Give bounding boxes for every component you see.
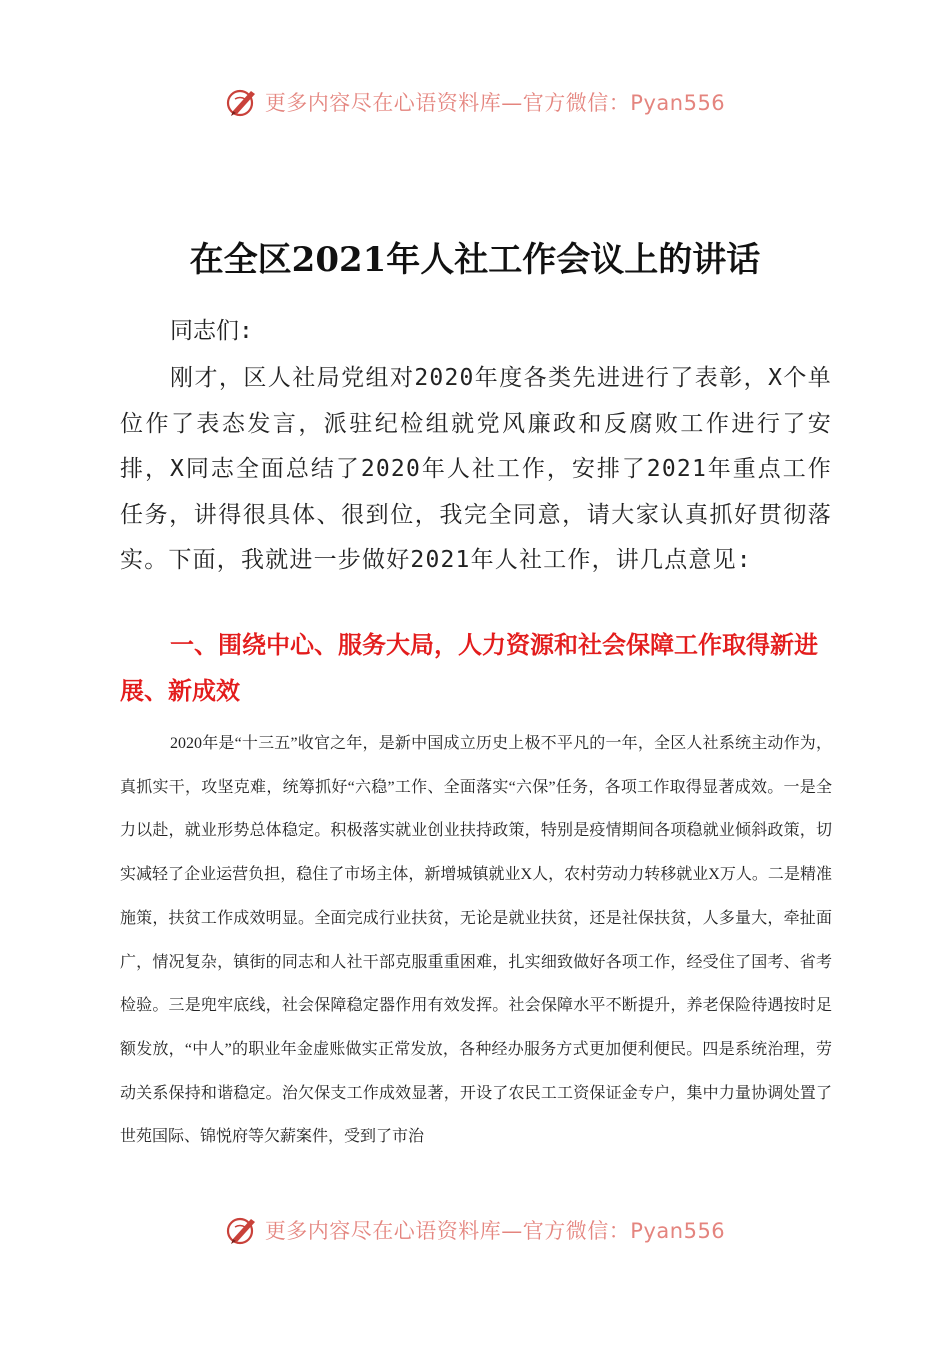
- document-title: 在全区2021年人社工作会议上的讲话: [189, 240, 761, 280]
- watermark-text: 更多内容尽在心语资料库—官方微信：Pyan556: [264, 91, 726, 115]
- section-heading-1: 一、围绕中心、服务大局，人力资源和社会保障工作取得新进展、新成效: [120, 631, 818, 705]
- pen-circle-logo-icon: [225, 1213, 259, 1247]
- watermark-banner-inner: [225, 1213, 725, 1247]
- salutation: 同志们:: [170, 318, 253, 344]
- watermark-banner-inner: [225, 85, 725, 119]
- watermark-text: 更多内容尽在心语资料库—官方微信：Pyan556: [264, 1219, 726, 1243]
- intro-paragraph: 刚才，区人社局党组对2020年度各类先进进行了表彰，X个单位作了表态发言，派驻纪检组就党风廉政和反腐败工作进行了安排，X同志全面总结了2020年人社工作，安排了2021年重点工作任务，讲得很具体、很到位，我完全同意，请大家认真抓好贯彻落实。下面，我就进一步做好2021年人社工作，讲几点意见:: [120, 365, 832, 573]
- watermark-banner-bottom: [0, 1210, 950, 1250]
- watermark-banner-top: [0, 82, 950, 122]
- section-1-body-paragraph: 2020年是“十三五”收官之年，是新中国成立历史上极不平凡的一年，全区人社系统主动作为，真抓实干，攻坚克难，统筹抓好“六稳”工作、全面落实“六保”任务，各项工作取得显著成效。一是全力以赴，就业形势总体稳定。积极落实就业创业扶持政策，特别是疫情期间各项稳就业倾斜政策，切实减轻了企业运营负担，稳住了市场主体，新增城镇就业X人，农村劳动力转移就业X万人。二是精准施策，扶贫工作成效明显。全面完成行业扶贫，无论是就业扶贫，还是社保扶贫，人多量大，牵扯面广，情况复杂，镇街的同志和人社干部克服重重困难，扎实细致做好各项工作，经受住了国考、省考检验。三是兜牢底线，社会保障稳定器作用有效发挥。社会保障水平不断提升，养老保险待遇按时足额发放，“中人”的职业年金虚账做实正常发放，各种经办服务方式更加便利便民。四是系统治理，劳动关系保持和谐稳定。治欠保支工作成效显著，开设了农民工工资保证金专户，集中力量协调处置了世苑国际、锦悦府等欠薪案件，受到了市治: [120, 735, 832, 1146]
- pen-circle-logo-icon: [225, 85, 259, 119]
